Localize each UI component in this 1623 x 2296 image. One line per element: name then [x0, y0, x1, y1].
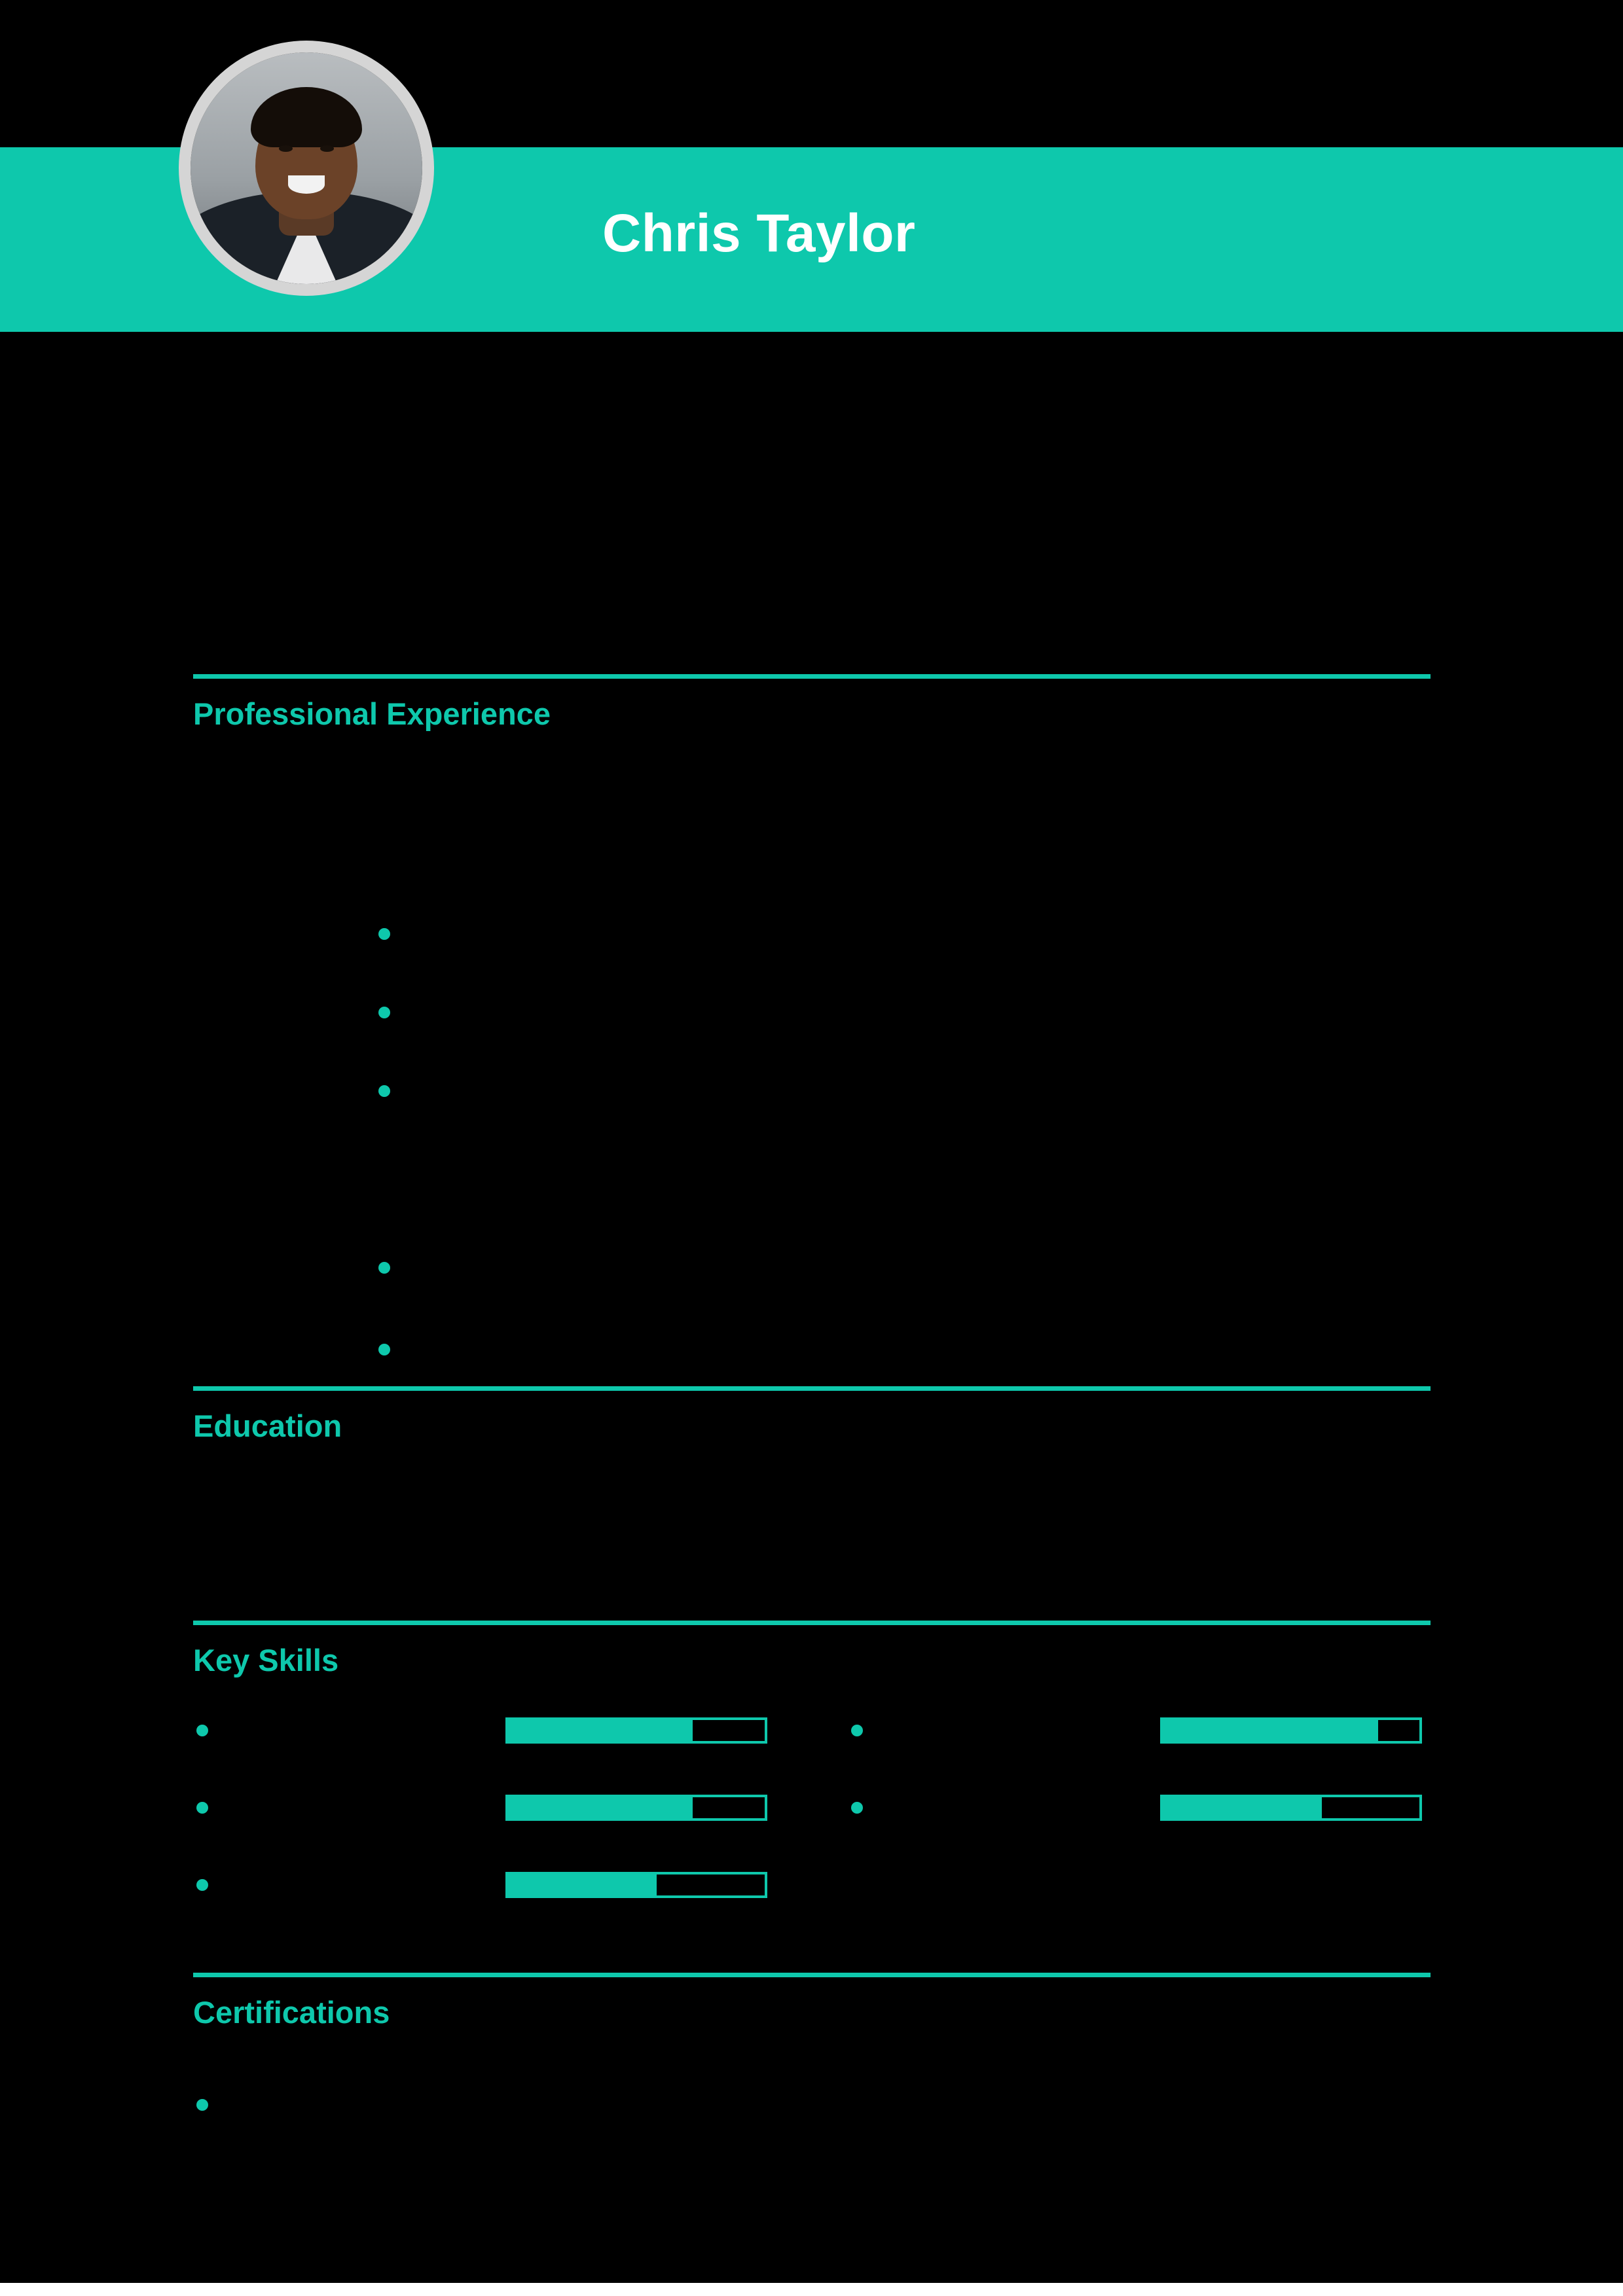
section-experience [193, 674, 1431, 1386]
bullet-icon [196, 1879, 208, 1891]
avatar-smile [288, 175, 325, 194]
bullet-icon [378, 1262, 390, 1274]
skill-item [851, 1717, 1422, 1744]
section-divider [193, 674, 1431, 679]
skill-level-bar [1160, 1795, 1422, 1821]
section-divider [193, 1973, 1431, 1977]
skill-level-fill [508, 1874, 657, 1895]
section-divider [193, 1386, 1431, 1391]
bullet-icon [851, 1725, 863, 1736]
bullet-icon [378, 1007, 390, 1018]
bullet-icon [378, 1344, 390, 1355]
skill-item [851, 1795, 1422, 1821]
skill-level-bar [505, 1795, 767, 1821]
avatar-image [191, 52, 422, 284]
skill-level-fill [1163, 1797, 1322, 1818]
bullet-icon [196, 1725, 208, 1736]
bullet-icon [196, 1802, 208, 1814]
section-certifications [193, 1973, 1431, 2148]
skill-item [196, 1795, 767, 1821]
bullet-icon [378, 928, 390, 940]
section-title-certifications: Certifications [193, 1995, 390, 2030]
bullet-icon [851, 1802, 863, 1814]
section-title-education: Education [193, 1408, 342, 1443]
skill-item [196, 1872, 767, 1898]
page-title: Chris Taylor [602, 204, 916, 263]
section-title-experience: Professional Experience [193, 696, 551, 731]
avatar [179, 41, 434, 296]
section-title-skills: Key Skills [193, 1643, 339, 1677]
skill-level-fill [508, 1797, 693, 1818]
skill-level-fill [508, 1720, 693, 1741]
skill-item [196, 1717, 767, 1744]
avatar-eye-left [279, 145, 293, 152]
section-education [193, 1386, 1431, 1621]
bullet-icon [196, 2099, 208, 2111]
resume-body [193, 674, 1431, 2148]
certifications-list [193, 2030, 1431, 2148]
page-bottom-edge [0, 2283, 1623, 2296]
education-entries [193, 1444, 1431, 1621]
skill-level-bar [505, 1872, 767, 1898]
skill-level-bar [1160, 1717, 1422, 1744]
section-skills [193, 1621, 1431, 1973]
skills-list [193, 1678, 1431, 1973]
experience-entries [193, 732, 1431, 1386]
skill-level-bar [505, 1717, 767, 1744]
bullet-icon [378, 1085, 390, 1097]
section-divider [193, 1621, 1431, 1625]
skill-level-fill [1163, 1720, 1378, 1741]
